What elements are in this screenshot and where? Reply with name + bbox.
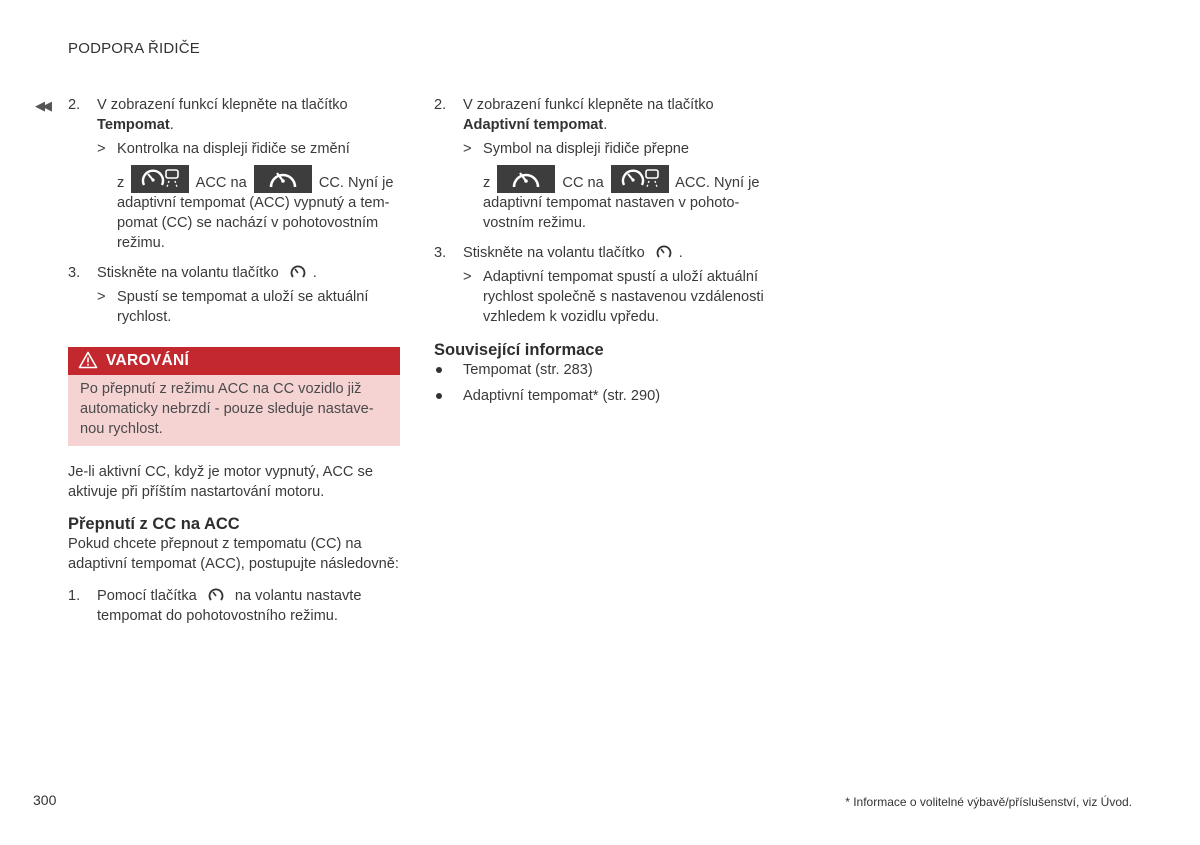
paragraph: Je-li aktivní CC, když je motor vypnutý, ACC se aktivuje při příštím nastartování motoru. [68, 464, 373, 500]
warning-box [68, 347, 400, 446]
warning-header [68, 347, 400, 375]
result-marker: > [463, 141, 472, 157]
step-number: 2. [68, 97, 81, 113]
bullet-icon [436, 367, 442, 373]
warning-text: Po přepnutí z režimu ACC na CC vozidlo již automaticky nebrzdí - pouze sleduje nastavenou rychlost. [68, 375, 400, 446]
step-number: 3. [68, 265, 81, 281]
step-3-right: 3. Stiskněte na volantu tlačítko . > Adaptivní tempomat spustí a uloží aktuální rychlost společně s nastavenou vzdálenosti vzhledem k vozidlu vpředu. [434, 243, 774, 327]
step-text: Stiskněte na volantu tlačítko [97, 265, 279, 281]
result-marker: > [97, 141, 106, 157]
step-text: V zobrazení funkcí klepněte na tlačítko [97, 97, 348, 113]
result-marker: > [97, 289, 106, 305]
warning-triangle-icon [78, 351, 98, 369]
speedometer-button-icon [207, 586, 225, 604]
result-text: adaptivní tempomat (ACC) vypnutý a tempomat (CC) se nachází v pohotovostním režimu. [117, 195, 390, 251]
step-result [97, 139, 408, 159]
related-link-tempomat[interactable] [434, 360, 774, 380]
step-result-symbols: z CC na ACC. Nyní je adaptivní tempomat nastaven v pohotovostním režimu. [463, 165, 774, 233]
step-button-name: Adaptivní tempomat [463, 117, 604, 133]
speedometer-button-icon [655, 243, 673, 261]
step-1-left [68, 586, 408, 626]
step-text: Stiskněte na volantu tlačítko [463, 245, 645, 261]
result-text: adaptivní tempomat nastaven v pohotovostním režimu. [483, 195, 740, 231]
related-link-text[interactable]: Tempomat (str. 283) [463, 362, 593, 378]
continue-marker-icon: ◀◀ [35, 98, 49, 113]
cc-speedometer-icon [497, 165, 555, 193]
step-number: 3. [434, 245, 447, 261]
step-3-left: 3. Stiskněte na volantu tlačítko . > Spustí se tempomat a uloží se aktuální rychlost. [68, 263, 408, 327]
step-text: Pomocí tlačítka [97, 588, 197, 604]
step-result-symbols: z ACC na CC. Nyní je adaptivní tempomat (ACC) vypnutý a tempomat (CC) se nachází v pohotovostním režimu. [97, 165, 408, 253]
related-link-adaptive[interactable] [434, 386, 774, 406]
section-heading: Přepnutí z CC na ACC [68, 515, 240, 533]
step-result [463, 267, 774, 327]
result-text: Symbol na displeji řidiče přepne [483, 141, 690, 157]
step-result [97, 287, 408, 327]
warning-title: VAROVÁNÍ [106, 352, 190, 369]
right-column [434, 95, 774, 406]
cc-speedometer-icon [254, 165, 312, 193]
footnote: * Informace o volitelné výbavě/příslušenství, viz Úvod. [845, 795, 1132, 809]
step-2-right: 2. V zobrazení funkcí klepněte na tlačítko Adaptivní tempomat. > Symbol na displeji řidiče přepne z CC na ACC. Nyní je adaptivní tempomat nastaven v pohotovostním režimu. [434, 95, 774, 233]
step-text: V zobrazení funkcí klepněte na tlačítko [463, 97, 714, 113]
step-result [463, 139, 774, 159]
step-text: na volantu nastavte tempomat do pohotovostního režimu. [97, 588, 362, 624]
step-button-name: Tempomat [97, 117, 170, 133]
related-link-text[interactable]: Adaptivní tempomat* (str. 290) [463, 388, 661, 404]
step-number: 1. [68, 588, 81, 604]
left-column [68, 95, 408, 626]
acc-speedometer-car-icon [131, 165, 189, 193]
bullet-icon [436, 393, 442, 399]
related-heading: Související informace [434, 341, 604, 359]
result-marker: > [463, 269, 472, 285]
speedometer-button-icon [289, 263, 307, 281]
result-text: Adaptivní tempomat spustí a uloží aktuální rychlost společně s nastavenou vzdálenosti vzhledem k vozidlu vpředu. [483, 269, 764, 325]
page-number: 300 [33, 792, 57, 808]
acc-speedometer-car-icon [611, 165, 669, 193]
step-2-left: 2. V zobrazení funkcí klepněte na tlačítko Tempomat. > Kontrolka na displeji řidiče se změní z ACC na CC. Nyní je adaptivní tempomat (ACC) vypnutý a tempomat (CC) se nachází v pohotovostním režimu. [68, 95, 408, 253]
step-number: 2. [434, 97, 447, 113]
result-text: Kontrolka na displeji řidiče se změní [117, 141, 350, 157]
page-header: PODPORA ŘIDIČE [68, 40, 200, 57]
section-intro: Pokud chcete přepnout z tempomatu (CC) na adaptivní tempomat (ACC), postupujte následovně: [68, 536, 399, 572]
result-text: Spustí se tempomat a uloží se aktuální rychlost. [117, 289, 369, 325]
